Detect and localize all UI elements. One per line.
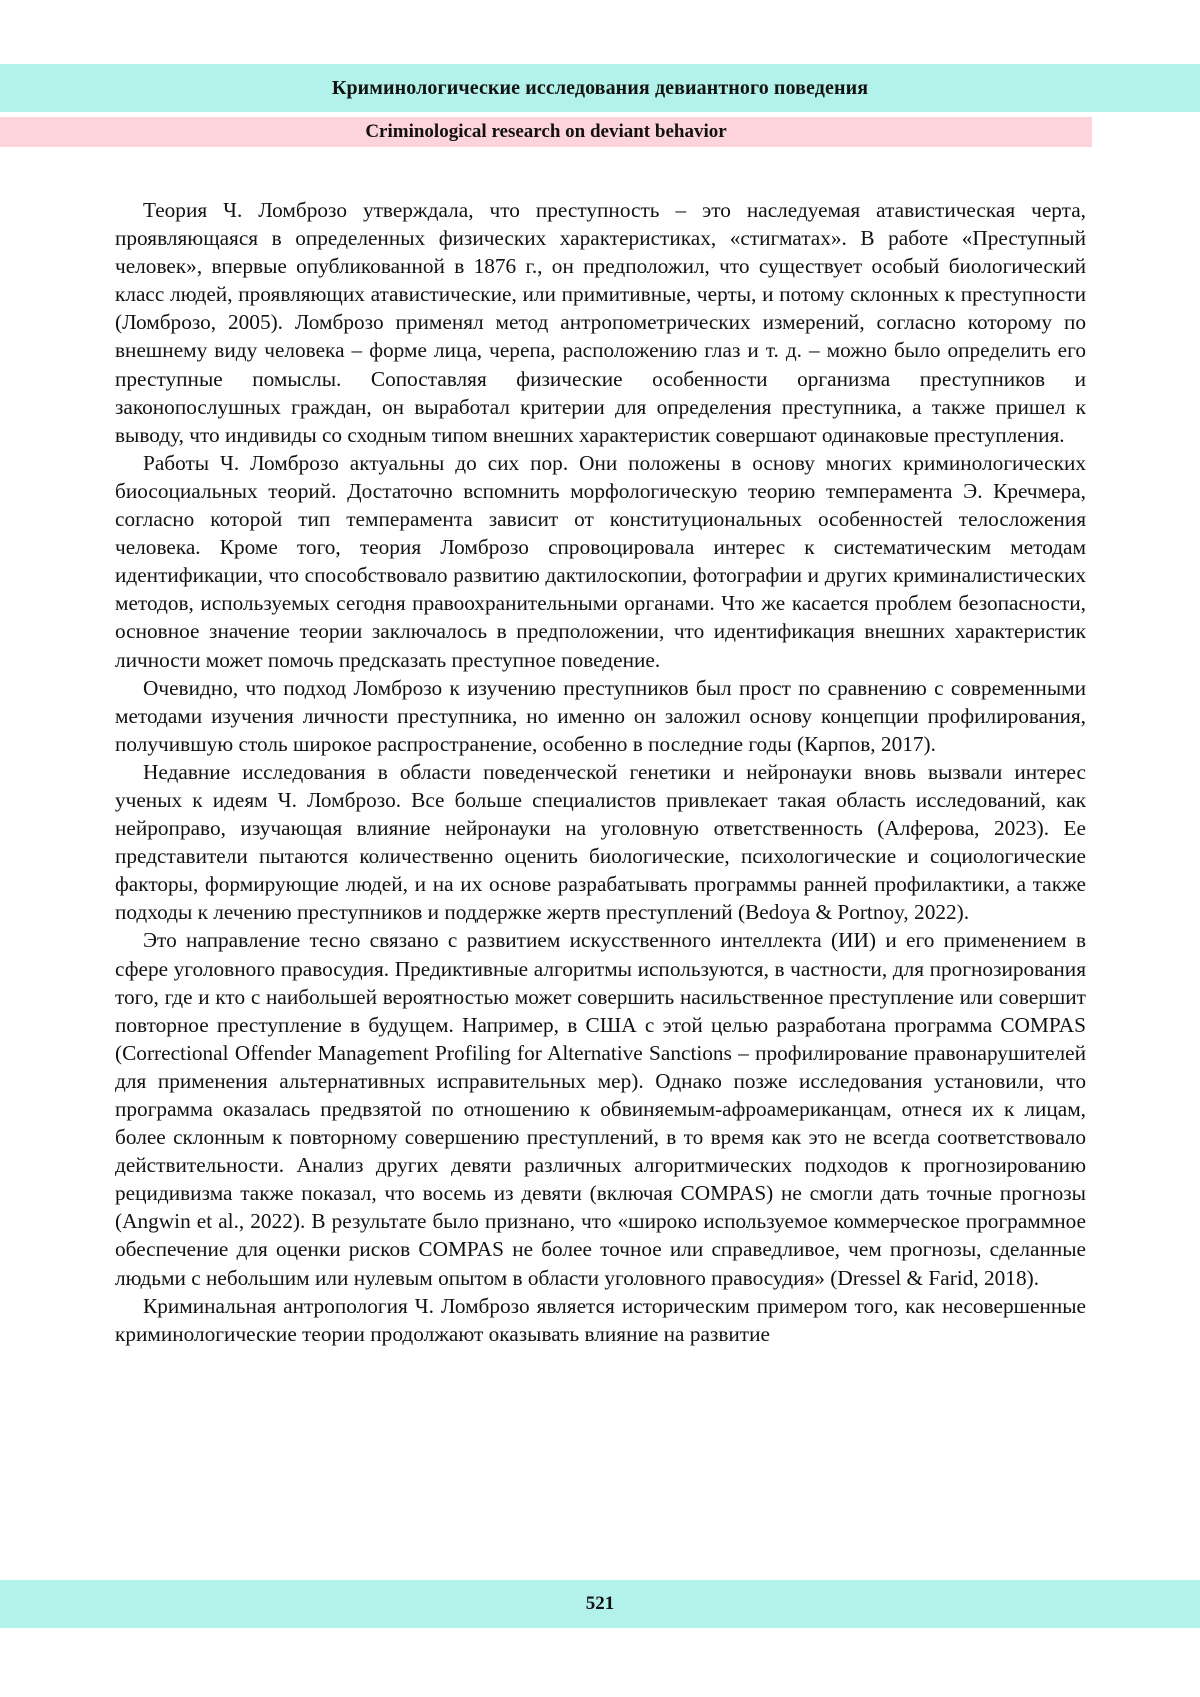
paragraph-6: Криминальная антропология Ч. Ломброзо является историческим примером того, как несовершенные криминологические теории продолжают оказывать влияние на развитие	[115, 1293, 1086, 1346]
paragraph-4: Недавние исследования в области поведенческой генетики и нейронауки вновь вызвали интерес ученых к идеям Ч. Ломброзо. Все больше специалистов привлекает такая область исследований, как нейроправо, изучающая влияние нейронауки на уголовную ответственность (Алферова, 2023). Ее представители пытаются количественно оценить биологические, психологические и социологические факторы, формирующие людей, и на их основе разрабатывать программы ранней профилактики, а также подходы к лечению преступников и поддержке жертв преступлений (Bedoya & Portnoy, 2022).	[115, 759, 1086, 925]
article-body	[115, 196, 1086, 1348]
paragraph-3: Очевидно, что подход Ломброзо к изучению преступников был прост по сравнению с современными методами изучения личности преступника, но именно он заложил основу концепции профилирования, получившую столь широкое распространение, особенно в последние годы (Карпов, 2017).	[115, 675, 1086, 756]
paragraph-1: Теория Ч. Ломброзо утверждала, что преступность – это наследуемая атавистическая черта, проявляющаяся в определенных физических характеристиках, «стигматах». В работе «Преступный человек», впервые опубликованной в 1876 г., он предположил, что существует особый биологический класс людей, проявляющих атавистические, или примитивные, черты, и потому склонных к преступности (Ломброзо, 2005). Ломброзо применял метод антропометрических измерений, согласно которому по внешнему виду человека – форме лица, черепа, расположению глаз и т. д. – можно было определить его преступные помыслы. Сопоставляя физические особенности организма преступников и законопослушных граждан, он выработал критерии для определения преступника, а также пришел к выводу, что индивиды со сходным типом внешних характеристик совершают одинаковые преступления.	[115, 198, 1086, 447]
running-header-english	[0, 117, 1092, 147]
page-footer	[0, 1580, 1200, 1628]
paragraph-2: Работы Ч. Ломброзо актуальны до сих пор. Они положены в основу многих криминологических биосоциальных теорий. Достаточно вспомнить морфологическую теорию темперамента Э. Кречмера, согласно которой тип темперамента зависит от конституциональных особенностей телосложения человека. Кроме того, теория Ломброзо спровоцировала интерес к систематическим методам идентификации, что способствовало развитию дактилоскопии, фотографии и других криминалистических методов, используемых сегодня правоохранительными органами. Что же касается проблем безопасности, основное значение теории заключалось в предположении, что идентификация внешних характеристик личности может помочь предсказать преступное поведение.	[115, 450, 1086, 672]
running-header-russian	[0, 64, 1200, 112]
journal-section-title-ru: Криминологические исследования девиантного поведения	[331, 76, 869, 99]
paragraph-5: Это направление тесно связано с развитием искусственного интеллекта (ИИ) и его применением в сфере уголовного правосудия. Предиктивные алгоритмы используются, в частности, для прогнозирования того, где и кто с наибольшей вероятностью может совершить насильственное преступление или совершит повторное преступление в будущем. Например, в США с этой целью разработана программа COMPAS (Correctional Offender Management Profiling for Alternative Sanctions – профилирование правонарушителей для применения альтернативных исправительных мер). Однако позже исследования установили, что программа оказалась предвзятой по отношению к обвиняемым-афроамериканцам, отнеся их к лицам, более склонным к повторному совершению преступлений, в то время как это не всегда соответствовало действительности. Анализ других девяти различных алгоритмических подходов к прогнозированию рецидивизма также показал, что восемь из девяти (включая COMPAS) не смогли дать точные прогнозы (Angwin et al., 2022). В результате было признано, что «широко используемое коммерческое программное обеспечение для оценки рисков COMPAS не более точное или справедливое, чем прогнозы, сделанные людьми с небольшим или нулевым опытом в области уголовного правосудия» (Dressel & Farid, 2018).	[115, 928, 1086, 1290]
journal-section-title-en: Criminological research on deviant behavior	[365, 121, 727, 142]
page-number: 521	[585, 1593, 615, 1614]
